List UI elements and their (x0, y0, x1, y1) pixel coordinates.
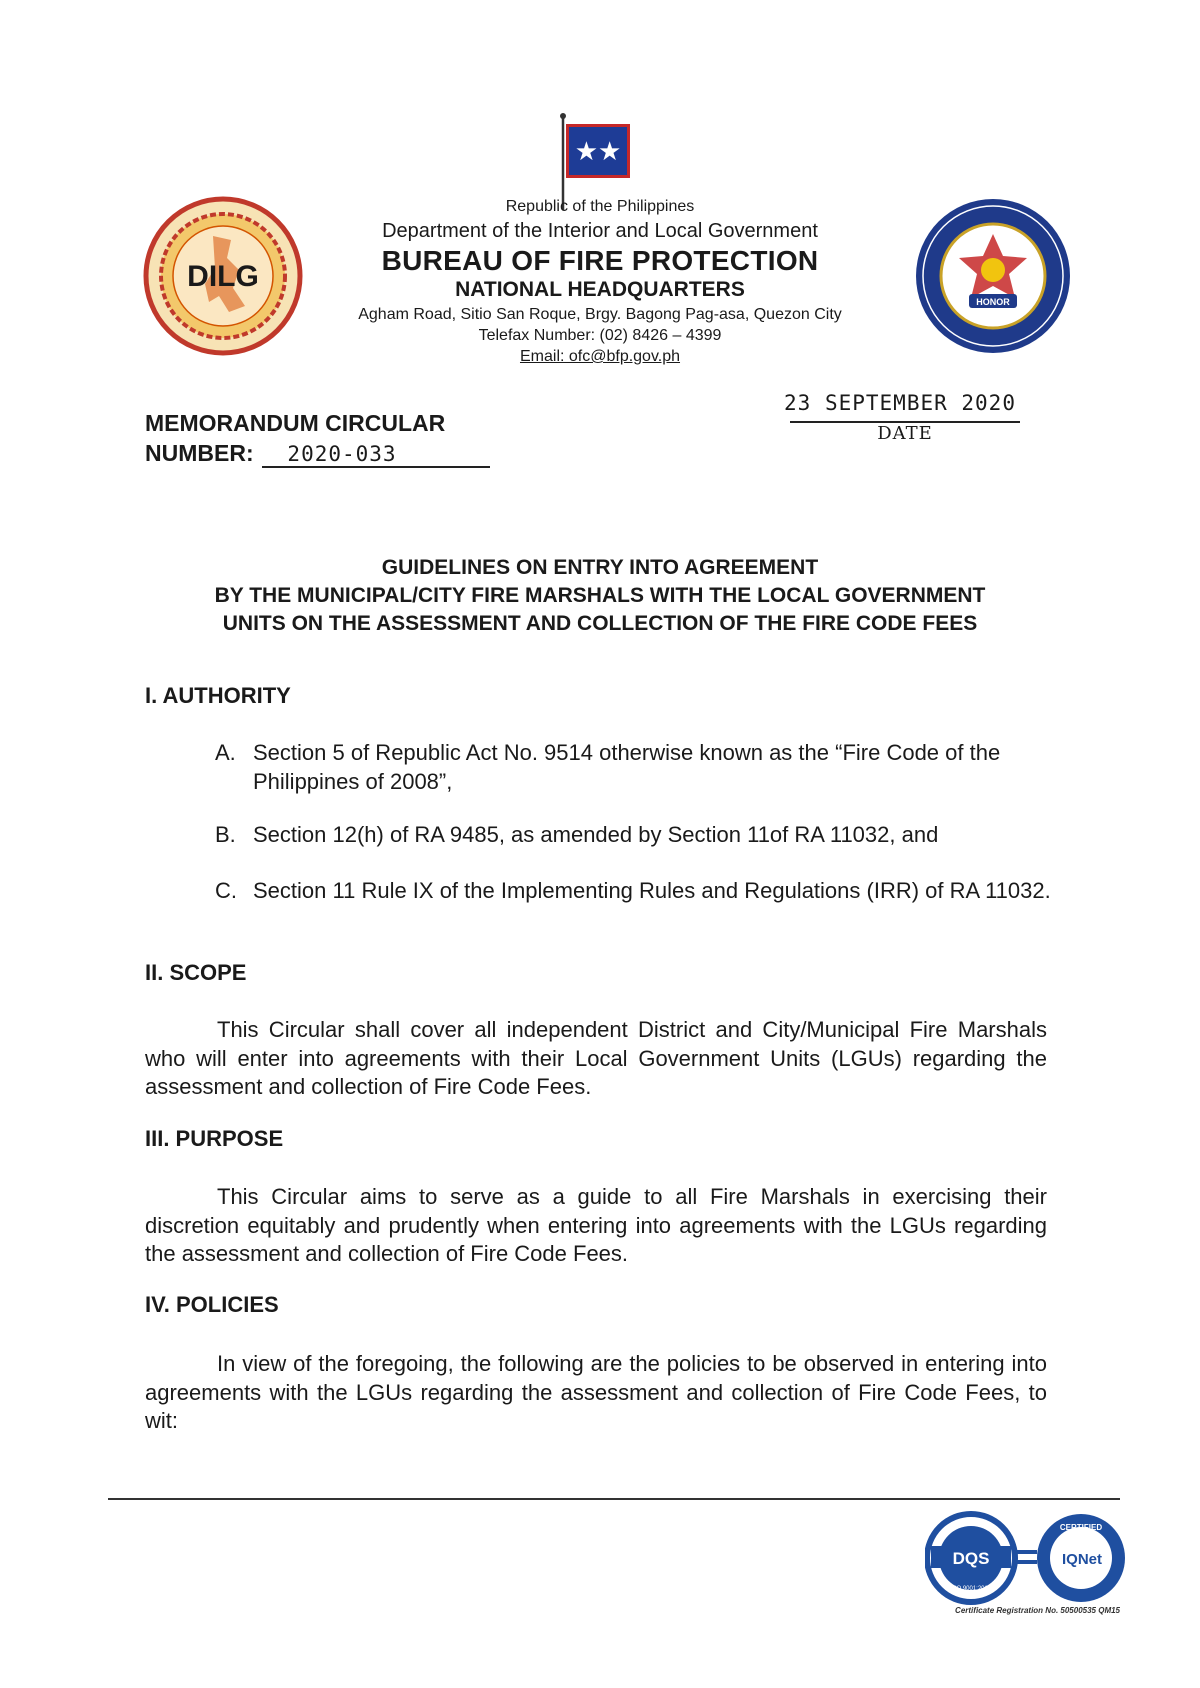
document-title-line-1: GUIDELINES ON ENTRY INTO AGREEMENT (381, 556, 819, 579)
document-title-line-3: UNITS ON THE ASSESSMENT AND COLLECTION OF THE FIRE CODE FEES (222, 612, 978, 635)
authority-item-letter: A. (215, 740, 236, 765)
svg-text:★★: ★★ (574, 137, 622, 167)
authority-item-text: Section 12(h) of RA 9485, as amended by Section 11of RA 11032, and (253, 822, 939, 847)
dqs-badge-text: DQS (952, 1549, 990, 1568)
memo-type-label: MEMORANDUM CIRCULAR (145, 410, 446, 436)
iqnet-badge-icon (1037, 1514, 1125, 1602)
section-policies-body: In view of the foregoing, the following are the policies to be observed in entering into agreements with the LGUs regarding the assessment and collection of Fire Code Fees, to wit: (145, 1351, 1047, 1433)
section-scope-heading: II. SCOPE (145, 960, 247, 985)
authority-item-letter: C. (215, 878, 237, 903)
section-purpose-body: This Circular aims to serve as a guide to all Fire Marshals in exercising their discretion equitably and prudently when entering into agreements with the LGUs regarding the assessment and collection of Fire Code Fees. (145, 1184, 1047, 1266)
dilg-seal (143, 196, 303, 356)
header-office: NATIONAL HEADQUARTERS (455, 278, 745, 301)
section-authority-heading: I. AUTHORITY (145, 683, 291, 708)
certification-badges (925, 1510, 1127, 1607)
authority-item-text: Section 11 Rule IX of the Implementing Rules and Regulations (IRR) of RA 11032. (253, 878, 1051, 903)
memo-date-caption: DATE (877, 423, 933, 444)
header-department: Department of the Interior and Local Government (382, 220, 818, 242)
bfp-seal (913, 196, 1073, 356)
header-republic: Republic of the Philippines (505, 198, 695, 215)
iqnet-badge-text: IQNet (1061, 1551, 1103, 1568)
header-bureau: BUREAU OF FIRE PROTECTION (381, 245, 819, 276)
dilg-flag-emblem (555, 112, 635, 212)
document-title-line-2: BY THE MUNICIPAL/CITY FIRE MARSHALS WITH THE LOCAL GOVERNMENT (214, 584, 986, 607)
section-scope-body: This Circular shall cover all independent District and City/Municipal Fire Marshals who will enter into agreements with their Local Government Units (LGUs) regarding the assessment and collection of Fire Code Fees. (145, 1017, 1047, 1099)
dqs-badge-caption: ISO 9001:2015 (950, 1586, 992, 1592)
dqs-badge-icon (927, 1514, 1015, 1602)
authority-item-text: Section 5 of Republic Act No. 9514 otherwise known as the “Fire Code of the Philippines of 2008”, (253, 740, 1001, 794)
footer-divider (108, 1498, 1120, 1500)
memo-date-value: 23 SEPTEMBER 2020 (784, 391, 1016, 415)
header-telefax: Telefax Number: (02) 8426 – 4399 (478, 327, 722, 344)
dilg-seal-text: DILG (187, 260, 259, 293)
iqnet-badge-caption: CERTIFIED (1059, 1523, 1103, 1532)
certificate-registration: Certificate Registration No. 50500535 QM15 (955, 1606, 1120, 1615)
section-policies-heading: IV. POLICIES (145, 1292, 279, 1317)
section-purpose-heading: III. PURPOSE (145, 1126, 284, 1151)
memo-number-value: 2020-033 (287, 442, 397, 466)
header-email-link[interactable]: Email: ofc@bfp.gov.ph (519, 348, 681, 365)
authority-item-letter: B. (215, 822, 236, 847)
header-address: Agham Road, Sitio San Roque, Brgy. Bagong Pag-asa, Quezon City (358, 306, 842, 323)
bfp-seal-motto: HONOR (976, 297, 1010, 307)
memo-number-label: NUMBER: (145, 440, 254, 466)
